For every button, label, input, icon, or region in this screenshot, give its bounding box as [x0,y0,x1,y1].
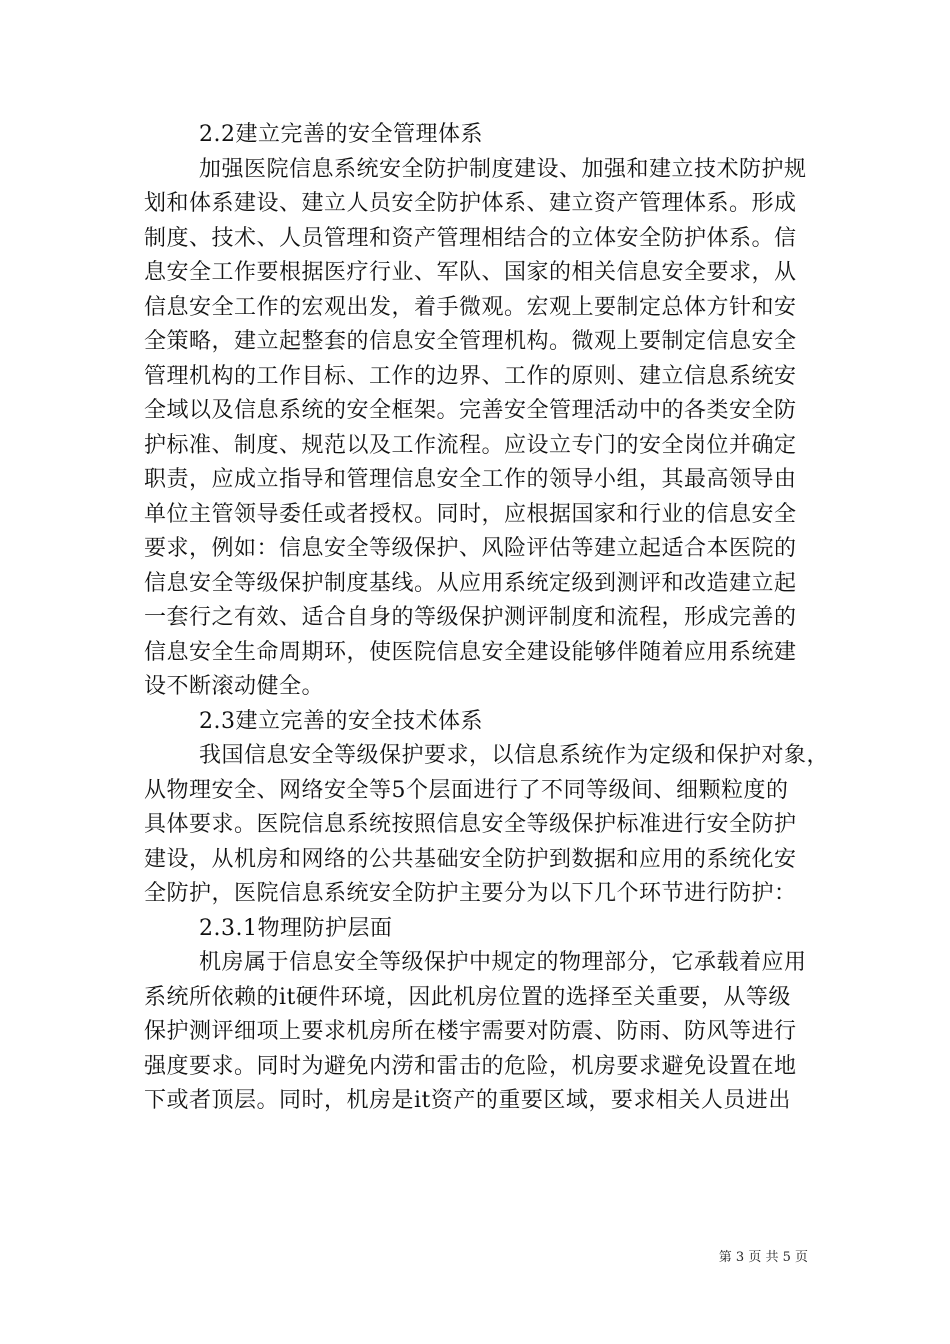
section-heading-2-3-1: 2.3.1物理防护层面 [199,915,393,941]
paragraph-line: 信息安全工作的宏观出发，着手微观。宏观上要制定总体方针和安 [144,294,797,320]
paragraph-line: 单位主管领导委任或者授权。同时，应根据国家和行业的信息安全 [144,501,797,527]
paragraph-line: 息安全工作要根据医疗行业、军队、国家的相关信息安全要求，从 [144,260,797,285]
paragraph-line: 从物理安全、网络安全等5个层面进行了不同等级间、细颗粒度的 [144,777,789,803]
paragraph-line: 保护测评细项上要求机房所在楼宇需要对防震、防雨、防风等进行 [144,1019,797,1044]
paragraph-line: 制度、技术、人员管理和资产管理相结合的立体安全防护体系。信 [144,225,797,251]
paragraph-line: 要求，例如：信息安全等级保护、风险评估等建立起适合本医院的 [144,536,797,561]
document-body [144,118,830,1119]
paragraph-line: 一套行之有效、适合自身的等级保护测评制度和流程，形成完善的 [144,605,797,630]
paragraph-line: 信息安全等级保护制度基线。从应用系统定级到测评和改造建立起 [144,570,797,596]
paragraph-line: 加强医院信息系统安全防护制度建设、加强和建立技术防护规 [199,156,807,182]
paragraph-line: 全策略，建立起整套的信息安全管理机构。微观上要制定信息安全 [144,329,797,354]
paragraph-line: 我国信息安全等级保护要求，以信息系统作为定级和保护对象， [199,743,830,768]
paragraph-line: 设不断滚动健全。 [144,674,325,699]
paragraph-line: 管理机构的工作目标、工作的边界、工作的原则、建立信息系统安 [144,363,797,389]
paragraph-line: 划和体系建设、建立人员安全防护体系、建立资产管理体系。形成 [144,191,797,216]
paragraph-line: 全防护，医院信息系统安全防护主要分为以下几个环节进行防护： [144,881,797,906]
paragraph-line: 护标准、制度、规范以及工作流程。应设立专门的安全岗位并确定 [144,432,797,458]
paragraph-line: 下或者顶层。同时，机房是it资产的重要区域，要求相关人员进出 [144,1088,791,1113]
paragraph-line: 全域以及信息系统的安全框架。完善安全管理活动中的各类安全防 [144,398,797,423]
paragraph-line: 机房属于信息安全等级保护中规定的物理部分，它承载着应用 [199,950,807,975]
page-number: 第 3 页 共 5 页 [718,1250,808,1265]
paragraph-line: 信息安全生命周期环，使医院信息安全建设能够伴随着应用系统建 [144,639,797,665]
paragraph-line: 建设，从机房和网络的公共基础安全防护到数据和应用的系统化安 [144,846,797,872]
section-heading-2-2: 2.2建立完善的安全管理体系 [199,122,483,147]
paragraph-line: 系统所依赖的it硬件环境，因此机房位置的选择至关重要，从等级 [144,984,791,1010]
section-heading-2-3: 2.3建立完善的安全技术体系 [199,708,483,734]
paragraph-line: 强度要求。同时为避免内涝和雷击的危险，机房要求避免设置在地 [144,1053,797,1079]
paragraph-line: 具体要求。医院信息系统按照信息安全等级保护标准进行安全防护 [144,812,797,837]
paragraph-line: 职责，应成立指导和管理信息安全工作的领导小组，其最高领导由 [144,467,797,492]
